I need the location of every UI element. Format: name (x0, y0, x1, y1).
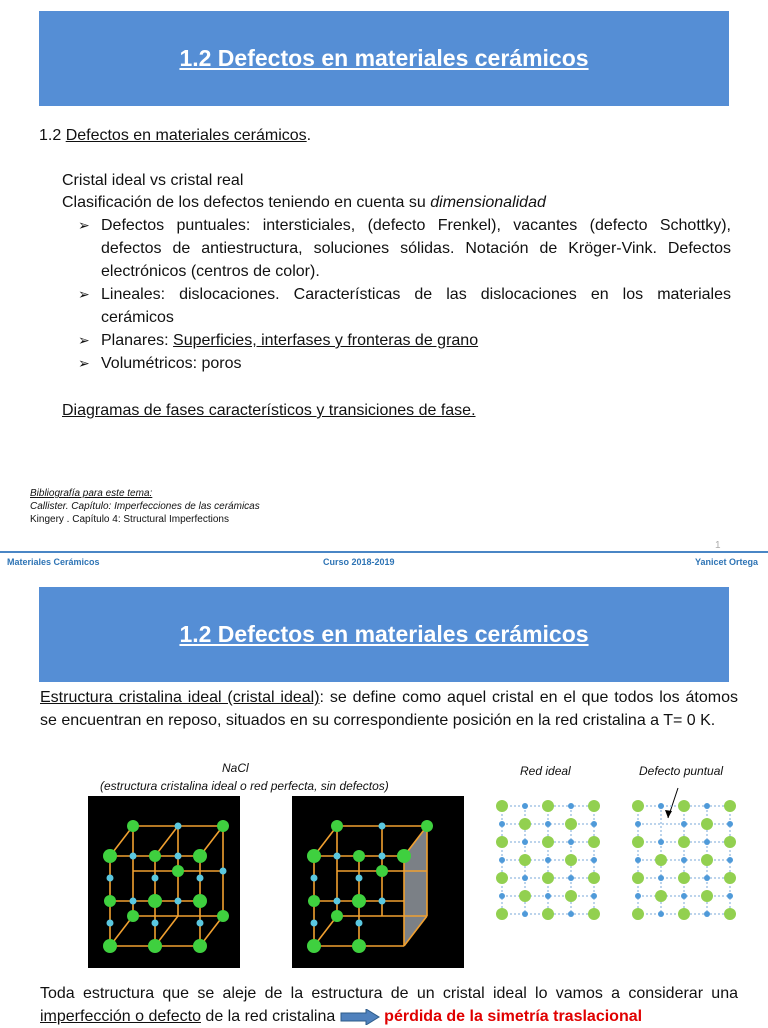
heading-prefix: 1.2 (39, 127, 66, 144)
bullet-arrow-icon: ➢ (78, 286, 90, 302)
imperfection-mid: de la red cristalina (200, 1008, 340, 1025)
planares-prefix: Planares: (101, 332, 174, 349)
bullet-puntuales (78, 214, 731, 283)
biblio-title: Bibliografía para este tema: (30, 488, 153, 499)
footer-divider (0, 551, 768, 553)
planares-link[interactable]: Superficies, interfases y fronteras de grano (173, 332, 479, 349)
bullet-arrow-icon: ➢ (78, 217, 90, 233)
slide1-title-banner (39, 11, 729, 106)
nacl-lattice-shaded-graphic (292, 796, 464, 968)
biblio-kingery: Kingery . Capítulo 4: Structural Imperfections (30, 514, 229, 525)
slide1-title: 1.2 Defectos en materiales cerámicos (179, 45, 589, 71)
bullet-lineales (78, 283, 731, 329)
bullet-arrow-icon: ➢ (78, 355, 90, 371)
footer-right: Yanicet Ortega (694, 557, 758, 567)
imperfection-statement (40, 982, 738, 1028)
slide2-title: 1.2 Defectos en materiales cerámicos (179, 621, 589, 647)
classification-em: dimensionalidad (430, 194, 546, 211)
symmetry-loss: pérdida de la simetría traslacional (384, 1008, 643, 1025)
biblio-callister: Callister. Capítulo: Imperfecciones de las cerámicas (30, 501, 260, 512)
imperfection-term: imperfección o defecto (40, 1008, 201, 1025)
ideal-crystal-definition (40, 686, 738, 732)
bullet-text: Lineales: dislocaciones. Características de las dislocaciones en los materiales cerámicos (101, 286, 731, 326)
defecto-puntual-label: Defecto puntual (639, 764, 724, 778)
ideal-vs-real: Cristal ideal vs cristal real (62, 172, 244, 189)
slide1-heading (39, 124, 311, 147)
classification-prefix: Clasificación de los defectos teniendo en cuenta su (62, 194, 431, 211)
heading-suffix: . (306, 127, 312, 144)
bullet-arrow-icon: ➢ (78, 332, 90, 348)
footer-left: Materiales Cerámicos (7, 557, 100, 567)
bullet-text (101, 329, 731, 352)
right-arrow-icon (340, 1009, 380, 1025)
slide2-title-banner (39, 587, 729, 682)
heading-link[interactable]: Defectos en materiales cerámicos (65, 127, 307, 144)
ideal-crystal-rest: : se define como aquel cristal en el que todos los átomos se encuentran en reposo, situados en su correspondiente posición en la red cristalina a T= 0 K. (40, 689, 739, 729)
nacl-label: NaCl (222, 761, 249, 775)
ideal-crystal-term: Estructura cristalina ideal (cristal ideal) (40, 689, 320, 706)
footer-center: Curso 2018-2019 (323, 557, 395, 567)
defect-lattice-grid (630, 782, 745, 928)
nacl-lattice-graphic (88, 796, 240, 968)
bullet-planares (78, 329, 731, 352)
bullet-text: Defectos puntuales: intersticiales, (defecto Frenkel), vacantes (defecto Schottky), defectos de antiestructura, soluciones sólidas. Notación de Kröger-Vink. Defectos electrónicos (centros de color). (101, 217, 731, 280)
classification-line (62, 191, 546, 214)
page-number: 1 (715, 540, 721, 551)
red-ideal-label: Red ideal (520, 764, 571, 778)
bibliography (30, 487, 260, 526)
ideal-lattice-grid (494, 796, 604, 926)
nacl-caption: (estructura cristalina ideal o red perfecta, sin defectos) (100, 779, 389, 793)
imperfection-prefix: Toda estructura que se aleje de la estructura de un cristal ideal lo vamos a considerar una (40, 985, 738, 1002)
nacl-crystal-image (88, 796, 240, 968)
diagramas-link[interactable]: Diagramas de fases característicos y transiciones de fase. (62, 402, 476, 419)
nacl-crystal-image-shaded (292, 796, 464, 968)
bullet-text: Volumétricos: poros (101, 355, 242, 372)
bullet-volumetricos (78, 352, 731, 375)
